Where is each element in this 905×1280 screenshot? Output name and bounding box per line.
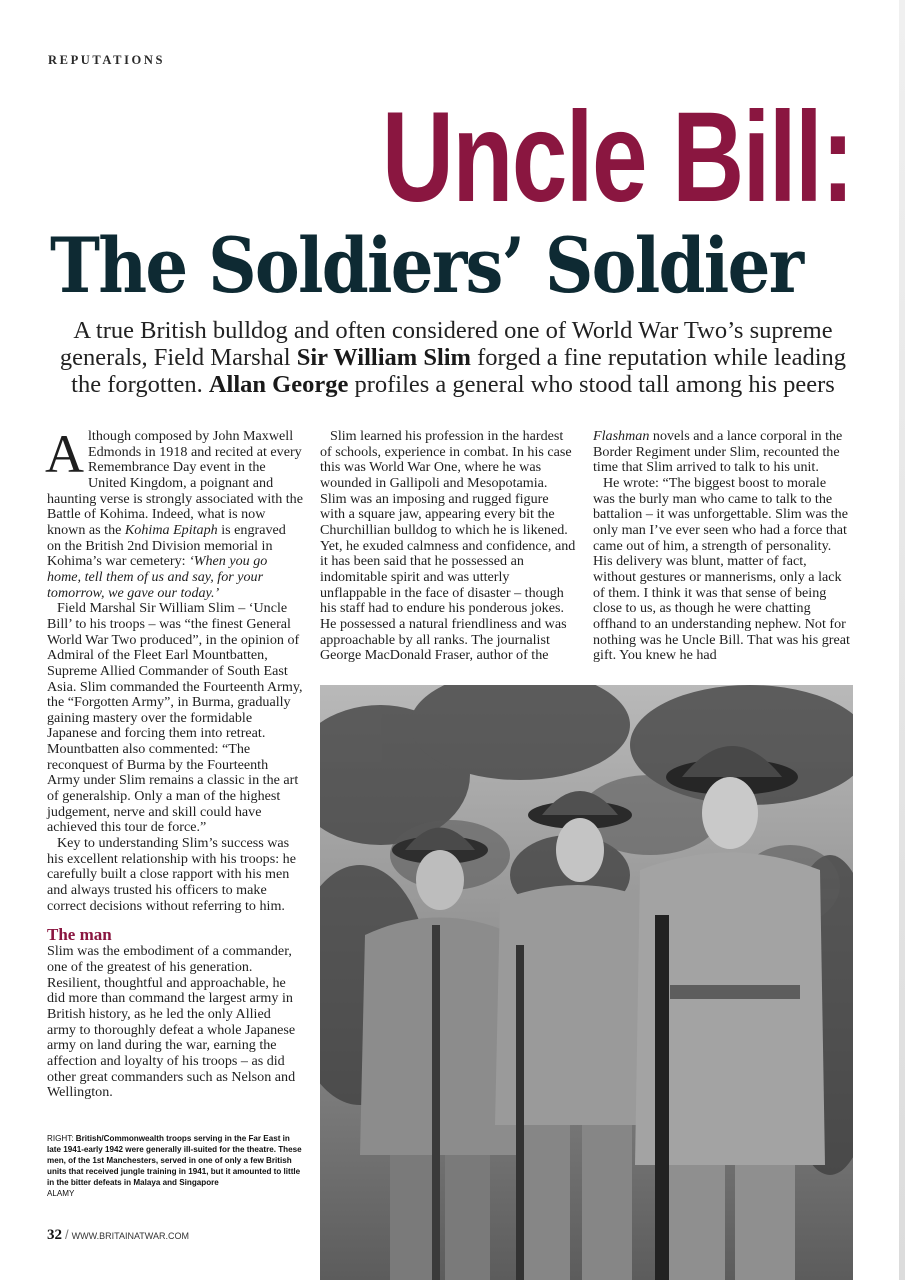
footer-url: WWW.BRITAINATWAR.COM (71, 1231, 189, 1241)
body-p1-mid: is engraved on the British 2nd Division memorial in Kohima’s war cemetery: (47, 521, 286, 570)
body-paragraph-7: He wrote: “The biggest boost to morale was the burly man who came to talk to the battalion – it was unforgettable. Slim was the only man I’ve ever seen who had a force that came out of him, a strength of personality. His delivery was blunt, matter of fact, without gestures or mannerisms, only a lack of them. I think it was that sense of being close to us, as though he were chatting offhand to an understanding nephew. Not for nothing was he Uncle Bill. That was his great gift. You knew he had (593, 474, 850, 664)
section-label: REPUTATIONS (48, 53, 166, 67)
body-paragraph-5: Slim learned his profession in the hardest of schools, experience in combat. In his case this was World War One, where he was wounded in Gallipoli and Mesopotamia. Slim was an imposing and rugged figure with a square jaw, appearing every bit the Churchillian bulldog to which he is likened. Yet, he exuded calmness and confidence, and it has been said that he possessed an indomitable spirit and was utterly unflappable in the face of disaster – though his staff had to endure his ponderous jokes. He possessed a natural friendliness and was approachable by all ranks. The journalist George MacDonald Fraser, author of the (320, 428, 576, 664)
body-column-3 (593, 429, 851, 664)
body-paragraph-4: Slim was the embodiment of a commander, one of the greatest of his generation. Resilient, thoughtful and approachable, he did more than command the largest army in British history, as he led the only Allied army to thoroughly defeat a whole Japanese army on land during the war, earning the affection and loyalty of his troops – as did other great commanders such as Nelson and Wellington. (47, 943, 296, 1101)
caption-label: RIGHT: (47, 1134, 76, 1143)
caption-credit: ALAMY (47, 1189, 75, 1198)
headline-line-2: The Soldiers’ Soldier (50, 221, 803, 310)
body-paragraph-6 (593, 429, 851, 476)
headline-line-1: Uncle Bill: (381, 86, 853, 229)
body-paragraph-2: Field Marshal Sir William Slim – ‘Uncle Bill’ to his troops – was “the finest General World War Two produced”, in the opinion of Admiral of the Fleet Earl Mountbatten, Supreme Allied Commander of South East Asia. Slim commanded the Fourteenth Army, the “Forgotten Army”, in Burma, gradually gaining mastery over the formidable Japanese and forcing them into retreat. Mountbatten also commented: “The reconquest of Burma by the Fourteenth Army under Slim remains a classic in the art of generalship. Only a man of the highest judgement, nerve and skill could have achieved this tour de force.” (47, 600, 303, 836)
body-column-1 (45, 424, 303, 1101)
footer-slash: / (65, 1227, 69, 1242)
standfirst-subject: Sir William Slim (296, 344, 471, 371)
body-p1-quote: ‘When you go home, tell them of us and say, for your tomorrow, we gave our today.’ (47, 553, 268, 601)
body-p6-italic: Flashman (593, 428, 650, 444)
body-paragraph-3: Key to understanding Slim’s success was his excellent relationship with his troops: he carefully built a close rapport with his men and always trusted his officers to make correct decisions without referring to him. (47, 835, 296, 914)
soldiers-photo-illustration (320, 685, 853, 1280)
caption-text: British/Commonwealth troops serving in the Far East in late 1941-early 1942 were generally ill-suited for the theatre. These men, of the 1st Manchesters, served in one of only a few British units that received jungle training in 1941, but it amounted to little in the bitter defeats in Malaya and Singapore (47, 1134, 302, 1187)
page-number: 32 (47, 1227, 62, 1243)
body-p1-start: lthough composed by John Maxwell Edmonds in 1918 and recited at every Remembrance Day event in the United Kingdom, a poignant and haunting verse is strongly associated with the Battle of Kohima. Indeed, what is now known as the (47, 428, 303, 538)
body-p6-rest: novels and a lance corporal in the Border Regiment under Slim, recounted the time that Slim arrived to talk to his unit. (593, 428, 843, 476)
body-paragraph-1 (45, 424, 303, 601)
drop-cap: A (45, 424, 84, 484)
standfirst-author: Allan George (208, 371, 349, 398)
standfirst-part-3: profiles a general who stood tall among his peers (348, 371, 835, 398)
page-footer (47, 1227, 189, 1244)
soldiers-photo (320, 685, 853, 1280)
crosshead: The man (47, 925, 112, 945)
standfirst-part-1: A true British bulldog and often considered one of World War Two’s supreme generals, Field Marshal (59, 317, 833, 371)
body-p1-epitaph: Kohima Epitaph (124, 521, 218, 538)
page-edge (899, 0, 905, 1280)
standfirst (48, 317, 858, 398)
photo-caption (47, 1133, 305, 1199)
standfirst-part-2: forged a fine reputation while leading the forgotten. (71, 344, 847, 398)
body-column-2 (320, 429, 576, 664)
